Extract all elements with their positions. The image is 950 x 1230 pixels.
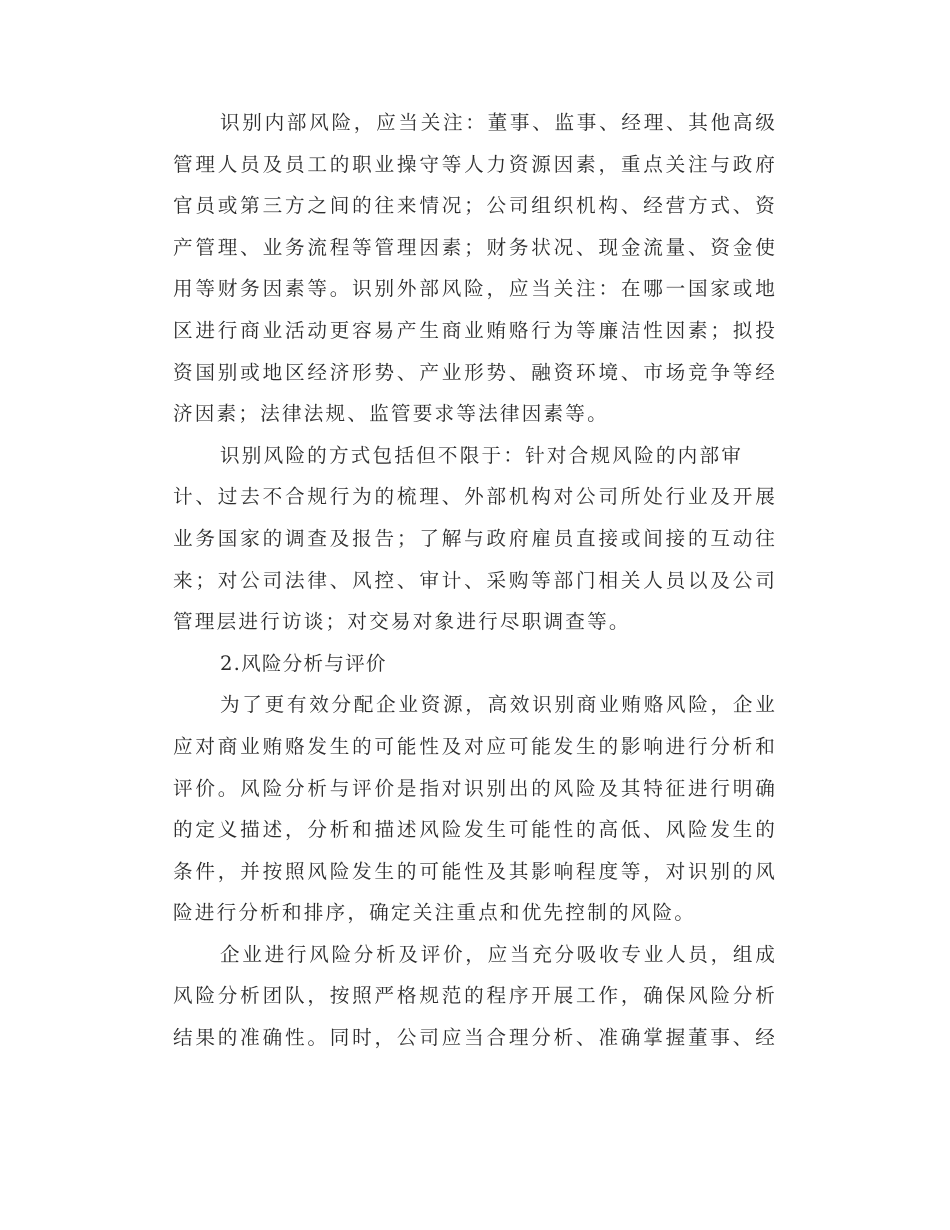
text-line: 条件，并按照风险发生的可能性及其影响程度等，对识别的风 [173, 859, 777, 883]
document-body [173, 102, 777, 1059]
paragraph-risk-analysis-evaluation [173, 684, 777, 934]
text-line: 官员或第三方之间的往来情况；公司组织机构、经营方式、资 [173, 194, 777, 218]
text-line: 用等财务因素等。识别外部风险，应当关注：在哪一国家或地 [173, 277, 777, 301]
text-line: 识别内部风险，应当关注：董事、监事、经理、其他高级 [220, 111, 777, 134]
section-heading [173, 643, 777, 685]
text-line: 业务国家的调查及报告；了解与政府雇员直接或间接的互动往 [173, 526, 777, 550]
text-line: 结果的准确性。同时，公司应当合理分析、准确掌握董事、经 [173, 1026, 777, 1050]
text-line: 应对商业贿赂发生的可能性及对应可能发生的影响进行分析和 [173, 734, 777, 758]
paragraph-internal-external-risk [173, 102, 777, 435]
text-line: 企业进行风险分析及评价，应当充分吸收专业人员，组成 [220, 942, 777, 966]
text-line: 评价。风险分析与评价是指对识别出的风险及其特征进行明确 [173, 776, 777, 800]
text-line: 风险分析团队，按照严格规范的程序开展工作，确保风险分析 [173, 984, 777, 1008]
text-line: 计、过去不合规行为的梳理、外部机构对公司所处行业及开展 [173, 485, 777, 509]
paragraph-risk-analysis-team [173, 934, 777, 1059]
text-line: 的定义描述，分析和描述风险发生可能性的高低、风险发生的 [173, 818, 777, 842]
section-heading-risk-analysis: 2.风险分析与评价 [220, 651, 387, 675]
text-line: 识别风险的方式包括但不限于：针对合规风险的内部审 [220, 443, 744, 467]
text-line: 为了更有效分配企业资源，高效识别商业贿赂风险，企业 [220, 693, 777, 717]
text-line: 来；对公司法律、风控、审计、采购等部门相关人员以及公司 [173, 568, 777, 592]
paragraph-risk-identification-methods [173, 435, 777, 643]
text-line: 管理层进行访谈；对交易对象进行尽职调查等。 [173, 610, 631, 634]
text-line: 险进行分析和排序，确定关注重点和优先控制的风险。 [173, 901, 697, 925]
text-line: 区进行商业活动更容易产生商业贿赂行为等廉洁性因素；拟投 [173, 318, 777, 342]
text-line: 产管理、业务流程等管理因素；财务状况、现金流量、资金使 [173, 235, 777, 259]
text-line: 管理人员及员工的职业操守等人力资源因素，重点关注与政府 [173, 152, 777, 176]
text-line: 济因素；法律法规、监管要求等法律因素等。 [173, 402, 609, 426]
text-line: 资国别或地区经济形势、产业形势、融资环境、市场竞争等经 [173, 360, 777, 384]
